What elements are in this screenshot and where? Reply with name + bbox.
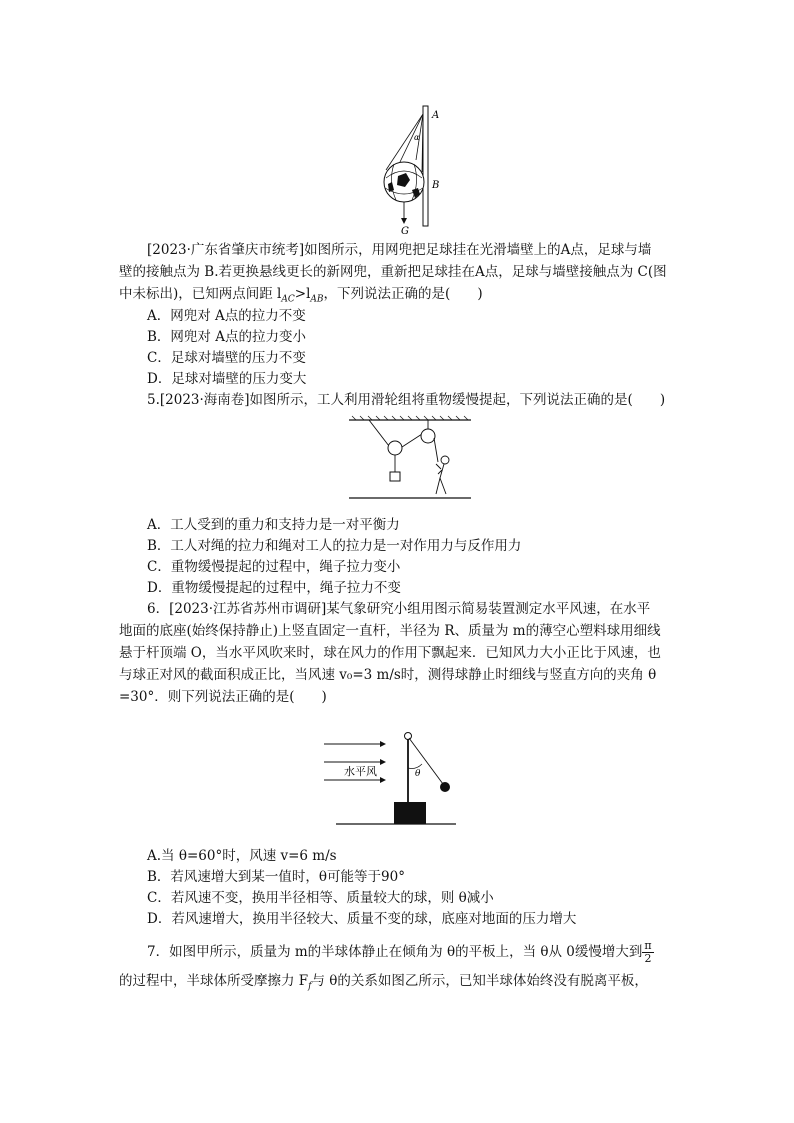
q4-option-a[interactable]: A．网兜对 A点的拉力不变: [147, 308, 306, 324]
q6-line2: 地面的底座(始终保持静止)上竖直固定一直杆，半径为 R、质量为 m的薄空心塑料球用细线: [119, 623, 661, 639]
q5-option-d[interactable]: D．重物缓慢提起的过程中，绳子拉力不变: [147, 580, 401, 596]
q4-line1: [2023·广东省肇庆市统考]如图所示，用网兜把足球挂在光滑墙壁上的A点，足球与墙: [147, 242, 652, 258]
q6-line4: 与球正对风的截面积成正比，当风速 v₀=3 m/s时，测得球静止时细线与竖直方向的夹角 θ: [119, 667, 657, 683]
label-g: G: [401, 226, 409, 236]
q4-option-c[interactable]: C．足球对墙壁的压力不变: [147, 350, 306, 366]
pi-over-2-fraction: [642, 940, 653, 965]
ball-net-figure: [372, 100, 462, 236]
q7-line2-end: 与 θ的关系如图乙所示，已知半球体始终没有脱离平板，: [311, 973, 648, 989]
q5-option-b[interactable]: B．工人对绳的拉力和绳对工人的拉力是一对作用力与反作用力: [147, 538, 522, 554]
q5-line1: 5.[2023·海南卷]如图所示，工人利用滑轮组将重物缓慢提起，下列说法正确的是( ): [147, 392, 666, 408]
q4-option-d[interactable]: D．足球对墙壁的压力变大: [147, 371, 307, 387]
label-b: B: [432, 180, 440, 191]
q7-line1-text: 7．如图甲所示，质量为 m的半球体静止在倾角为 θ的平板上，当 θ从 0缓慢增大到: [147, 944, 643, 960]
q5-option-c[interactable]: C．重物缓慢提起的过程中，绳子拉力变小: [147, 559, 401, 575]
q6-line5: =30°．则下列说法正确的是( ): [119, 689, 327, 705]
label-a: A: [432, 110, 440, 121]
q6-option-c[interactable]: C．若风速不变，换用半径相等、质量较大的球，则 θ减小: [147, 890, 494, 906]
q4-gt: >l: [294, 286, 311, 302]
frac-num: π: [644, 939, 652, 952]
q7-line2-text: 的过程中，半球体所受摩擦力 F: [119, 973, 309, 989]
q6-line3: 悬于杆顶端 O，当水平风吹来时，球在风力的作用下飘起来．已知风力大小正比于风速，也: [119, 645, 661, 661]
q4-line2: 壁的接触点为 B.若更换悬线更长的新网兜，重新把足球挂在A点，足球与墙壁接触点为 C(图: [119, 264, 667, 280]
frac-den: 2: [644, 952, 652, 965]
wind-label: 水平风: [344, 765, 377, 778]
q4-sub-ac: AC: [281, 294, 295, 305]
wind-device-figure: [318, 724, 474, 836]
q6-line1: 6．[2023·江苏省苏州市调研]某气象研究小组用图示简易装置测定水平风速，在水平: [147, 601, 651, 617]
q6-option-d[interactable]: D．若风速增大，换用半径较大、质量不变的球，底座对地面的压力增大: [147, 911, 577, 927]
q4-line3-end: ，下列说法正确的是( ): [323, 286, 483, 302]
q4-line3-text: 中未标出)，已知两点间距 l: [119, 286, 282, 302]
alpha-label: α: [414, 133, 420, 142]
q4-option-b[interactable]: B．网兜对 A点的拉力变小: [147, 329, 306, 345]
theta-label: θ: [415, 769, 421, 779]
q6-option-a[interactable]: A.当 θ=60°时，风速 v=6 m/s: [147, 848, 337, 864]
q7-line2: [119, 971, 648, 997]
q7-sub-f: f: [308, 981, 312, 992]
q7-line1: [147, 940, 654, 965]
q5-option-a[interactable]: A．工人受到的重力和支持力是一对平衡力: [147, 517, 400, 533]
q4-sub-ab: AB: [310, 294, 324, 305]
pulley-figure: [344, 414, 476, 506]
q6-option-b[interactable]: B．若风速增大到某一值时，θ可能等于90°: [147, 869, 405, 885]
